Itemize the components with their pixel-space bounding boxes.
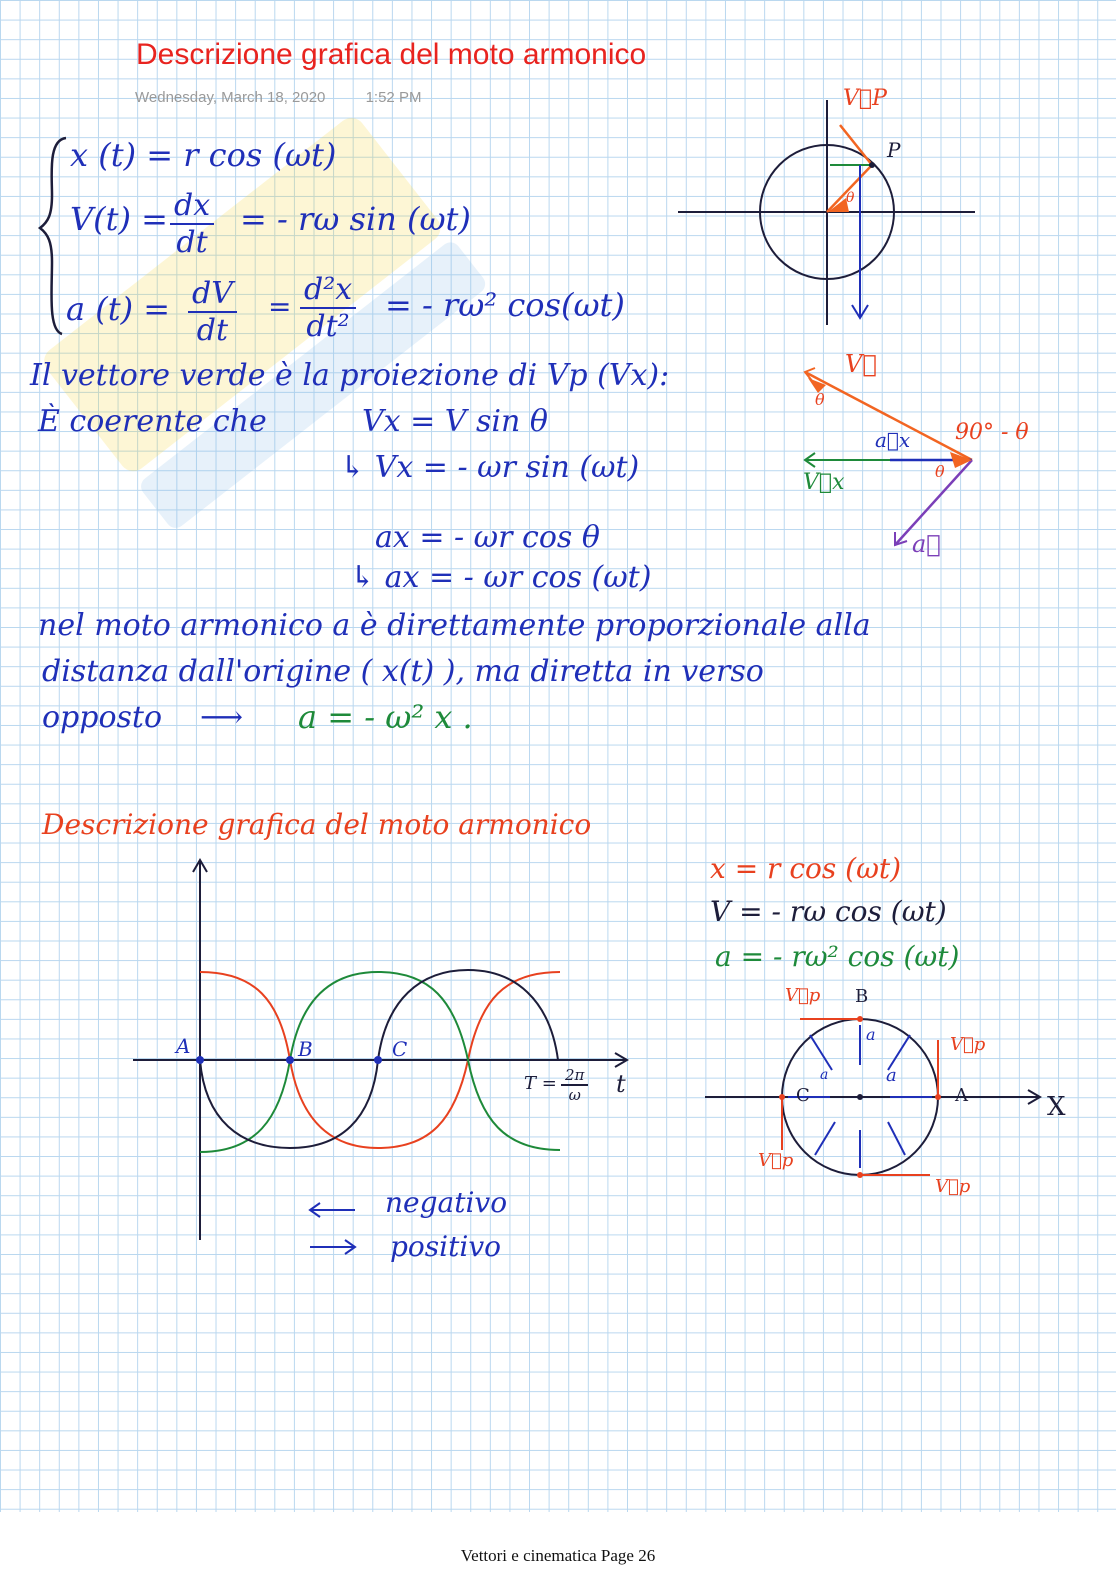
circle-acc-left: a [820, 1067, 829, 1083]
graph-period-num: 2π [561, 1066, 588, 1086]
graph-period-prefix: T = [524, 1073, 557, 1094]
diagram1-vp-label: V⃗P [843, 86, 887, 111]
formula-x: x = r cos (ωt) [710, 852, 902, 885]
eq-velocity-num: dx [170, 188, 214, 225]
circle-vp-right: V⃗p [950, 1034, 986, 1055]
circle-label-a: A [955, 1085, 968, 1106]
note-line-8b: a = - ω² x . [298, 698, 473, 736]
eq-accel-num1: dV [188, 276, 237, 313]
diagram-circle-p [678, 100, 975, 325]
circle-label-b: B [855, 986, 869, 1007]
graph-heading: Descrizione grafica del moto armonico [42, 808, 592, 841]
diagram1-p-label: P [887, 138, 901, 162]
diagram-vector-triangle [805, 368, 972, 545]
eq-accel-den2: dt² [306, 309, 350, 344]
diagram1-theta: θ [846, 190, 855, 206]
note-line-8a: opposto [42, 700, 163, 735]
eq-velocity-lhs: V(t) = [70, 200, 168, 238]
circle-label-c: C [796, 1085, 810, 1106]
system-brace [40, 138, 66, 334]
circle-x-axis-label: X [1047, 1092, 1066, 1122]
diagram2-a-label: a⃗ [912, 530, 941, 558]
page-time: 1:52 PM [365, 89, 422, 106]
graph-period-fraction [561, 1066, 588, 1104]
diagram2-angle-label: 90° - θ [955, 420, 1029, 445]
eq-accel-den1: dt [196, 313, 229, 348]
note-line-1: Il vettore verde è la proiezione di Vp (Vx): [30, 358, 670, 393]
formula-a: a = - rω² cos (ωt) [715, 940, 960, 973]
eq-velocity-fraction [170, 188, 214, 260]
legend-positive: positivo [390, 1230, 501, 1263]
note-line-7: distanza dall'origine ( x(t) ), ma diretta in verso [42, 654, 764, 689]
diagram2-ax-label: a⃗x [875, 428, 911, 452]
circle-acc-right: a [886, 1065, 897, 1086]
note-line-2a: È coerente che [38, 404, 267, 439]
eq-accel-fraction-2 [300, 272, 356, 344]
circle-vp-bottom-right: V⃗p [935, 1176, 971, 1197]
diagram2-theta-top: θ [815, 390, 825, 409]
note-line-6: nel moto armonico a è direttamente proporzionale alla [38, 608, 871, 643]
eq-accel-rhs: = - rω² cos(ωt) [385, 286, 625, 324]
diagram2-vx-label: V⃗x [803, 470, 845, 495]
eq-velocity-rhs: = - rω sin (ωt) [240, 200, 471, 238]
circle-vp-bottom-left: V⃗p [758, 1150, 794, 1171]
page-date: Wednesday, March 18, 2020 [135, 89, 326, 106]
circle-vp-top-left: V⃗p [785, 985, 821, 1006]
page-footer: Vettori e cinematica Page 26 [460, 1546, 656, 1565]
graph-t-axis-label: t [616, 1070, 626, 1098]
note-line-5: ↳ ax = - ωr cos (ωt) [350, 560, 652, 595]
note-line-2b: Vx = V sin θ [362, 404, 548, 439]
graph-point-c: C [392, 1037, 408, 1061]
eq-velocity-den: dt [176, 225, 208, 260]
graph-point-a: A [176, 1034, 191, 1058]
graph-point-b: B [298, 1037, 313, 1061]
page-title: Descrizione grafica del moto armonico [136, 38, 647, 71]
eq-position: x (t) = r cos (ωt) [70, 136, 337, 174]
note-line-3: ↳ Vx = - ωr sin (ωt) [340, 450, 640, 485]
eq-accel-num2: d²x [300, 272, 356, 309]
legend-negative: negativo [385, 1186, 508, 1219]
eq-accel-lhs: a (t) = [66, 290, 171, 328]
harmonic-graph [133, 860, 627, 1240]
eq-accel-fraction-1 [188, 276, 237, 348]
diagram2-v-label: V⃗ [845, 350, 877, 378]
circle-acc-top: a [866, 1025, 876, 1044]
note-line-4: ax = - ωr cos θ [375, 520, 600, 555]
graph-period-den: ω [568, 1086, 581, 1104]
formula-v: V = - rω cos (ωt) [710, 895, 947, 928]
diagram2-theta-right: θ [935, 462, 945, 481]
note-line-8-arrow: ⟶ [200, 700, 244, 735]
eq-accel-mid: = [268, 290, 292, 323]
